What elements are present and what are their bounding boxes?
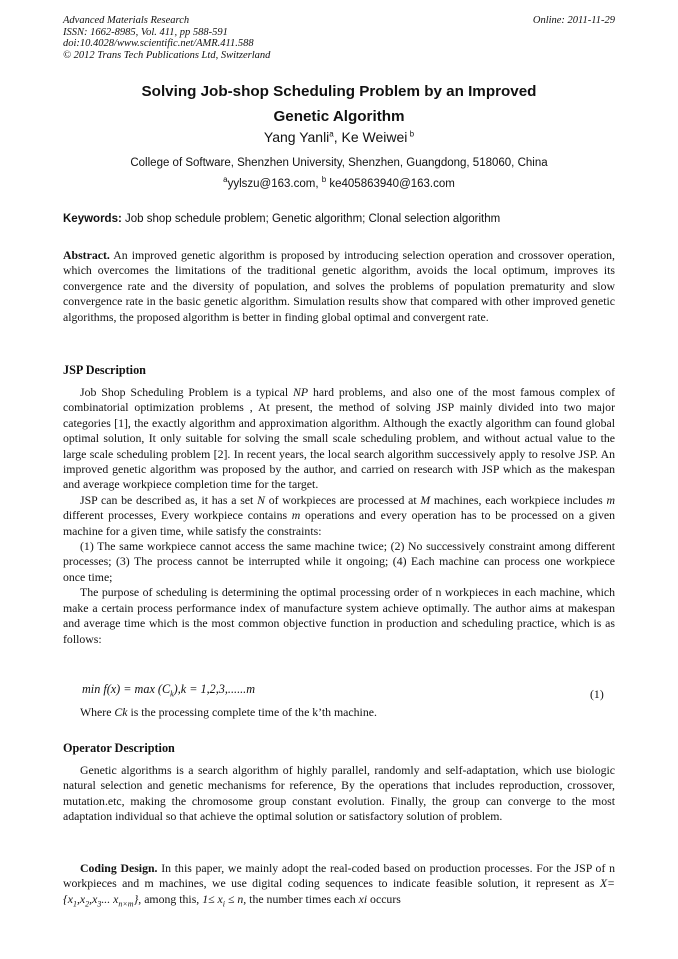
email-a[interactable]: yylszu@163.com, (227, 178, 322, 190)
journal-copyright: © 2012 Trans Tech Publications Ltd, Switzerland (63, 49, 271, 61)
section-heading-jsp: JSP Description (63, 363, 146, 377)
coding-x2: ,x (76, 891, 86, 906)
coding-x5: } (133, 891, 139, 906)
operator-section-body (63, 763, 615, 825)
author-separator: , (333, 129, 342, 145)
formula-where-line (80, 705, 377, 720)
jsp-p2-m2: m (606, 492, 616, 507)
where-text-b: is the processing complete time of the k’th machine. (127, 705, 377, 719)
email-b[interactable]: ke405863940@163.com (326, 178, 455, 190)
jsp-p1-text-b: hard problems, and also one of the most famous complex of combinatorial optimization problems , At present, the method of solving JSP mainly divided into two major categories [1], the exactly algorithm and approximation algorithm. Although the exactly algorithm can found global optimal solution, It only suitable for solving the small scale scheduling problem, and without actual value to the large scale scheduling problem [2]. In recent years, the local search algorithm successively apply to resolve JSP. An improved genetic algorithm was proposed by the author, and carried on research with JSP which as the makespan and average workpiece completion time for the target. (63, 385, 615, 492)
coding-design-paragraph (63, 861, 615, 907)
email-b-sup: b (321, 175, 327, 185)
coding-x4: ... x (101, 891, 119, 906)
coding-sub-3: 3 (97, 899, 102, 909)
formula-text-a: min f(x) = max (C (82, 682, 171, 696)
coding-xi: xi (358, 891, 368, 906)
jsp-p1-np: NP (293, 385, 309, 399)
paper-title (63, 79, 615, 129)
abstract (63, 248, 615, 325)
formula-sub: k (170, 689, 174, 699)
formula-text-b: ),k = 1,2,3,......m (173, 682, 256, 696)
formula-number: (1) (590, 687, 604, 701)
jsp-p1-text-a: Job Shop Scheduling Problem is a typical (80, 385, 294, 399)
coding-ineq-a: 1≤ x (202, 891, 223, 906)
coding-label: Coding Design. (80, 861, 158, 875)
affiliation: College of Software, Shenzhen University, Shenzhen, Guangdong, 518060, China (130, 157, 548, 169)
coding-text-b: , among this, (138, 891, 203, 906)
where-text-a: Where (80, 705, 115, 719)
author-1-sup: a (329, 129, 334, 139)
jsp-paragraph-3: (1) The same workpiece cannot access the same machine twice; (2) No successively constraint among different processes; (3) The process cannot be interrupted while it ongoing; (4) Each machine can process one workpiece once time; (63, 539, 615, 584)
author-emails (63, 176, 615, 192)
coding-text-d: occurs (367, 891, 401, 906)
journal-header (63, 15, 615, 61)
operator-paragraph-1: Genetic algorithms is a search algorithm of highly parallel, randomly and self-adaptation, which use biologic natural selection and genetic mechanisms for reference, By the operations that includes reproduction, crossover, mutation.etc, making the chromosome group constant evolution. Finally, the group can converge to the most adaptation individual so that achieve the optimal solution or satisfactory solution of problem. (63, 763, 615, 824)
coding-text-a: In this paper, we mainly adopt the real-coded based on production processes. For the JSP of n workpieces and m machines, we use digital coding sequences to indicate feasible solution, it represent as (63, 861, 615, 891)
author-1: Yang Yanli (263, 129, 330, 145)
jsp-p2-n: N (257, 492, 265, 507)
section-heading-operator: Operator Description (63, 741, 175, 755)
coding-sub-1: 1 (72, 899, 77, 909)
abstract-text: An improved genetic algorithm is proposed by introducing selection operation and crossover operation, which overcomes the limitations of the traditional genetic algorithm, avoids the local optimum, improves its convergence rate and the diversity of population, and solves the problems of population prematurity and slow convergence rate in the basic genetic algorithm. Simulation results show that compared with other improved genetic algorithms, the proposed algorithm is better in finding global optimal and convergent rate. (63, 248, 615, 324)
jsp-section-body (63, 385, 615, 647)
title-line-2: Genetic Algorithm (273, 108, 405, 125)
keywords-label: Keywords: (63, 213, 122, 225)
jsp-paragraph-1 (63, 385, 615, 493)
jsp-p2-m: M (420, 492, 431, 507)
abstract-label: Abstract. (63, 248, 110, 262)
jsp-p2-text-a: JSP can be described as, it has a set (80, 492, 258, 507)
journal-name: Advanced Materials Research (63, 15, 190, 26)
coding-inequality (202, 891, 247, 909)
coding-ineq-sub: i (222, 899, 225, 909)
journal-doi: doi:10.4028/www.scientific.net/AMR.411.588 (63, 38, 254, 49)
keywords (63, 211, 615, 227)
jsp-paragraph-2 (63, 493, 615, 539)
formula-1 (82, 682, 255, 697)
coding-x3: ,x (89, 891, 98, 906)
jsp-p2-text-c: machines, each workpiece includes (430, 492, 607, 507)
coding-x: X={x (63, 876, 615, 906)
coding-sub-4: n×m (118, 899, 134, 909)
jsp-p2-text-d: different processes, Every workpiece contains (63, 508, 292, 523)
author-2: Ke Weiwei (341, 129, 408, 145)
author-list (63, 128, 615, 146)
jsp-p2-m3: m (291, 508, 301, 523)
coding-ineq-b: ≤ n, (225, 891, 247, 906)
keywords-text: Job shop schedule problem; Genetic algorithm; Clonal selection algorithm (121, 213, 501, 225)
jsp-p2-text-e: operations and every operation has to be processed on a given machine for a given time, while satisfy the constraints: (63, 508, 615, 538)
jsp-p2-text-b: of workpieces are processed at (264, 492, 421, 507)
email-a-sup: a (223, 175, 228, 185)
jsp-paragraph-4: The purpose of scheduling is determining the optimal processing order of n workpieces in each machine, which make a certain process performance index of manufacture system achieve optimally. The author aims at makespan and average time which is the most common objective function in production and scheduling practice, which is as follows: (63, 585, 615, 646)
title-line-1: Solving Job-shop Scheduling Problem by an Improved (141, 83, 537, 100)
journal-issn: ISSN: 1662-8985, Vol. 411, pp 588-591 (63, 26, 228, 38)
coding-text-c: the number times each (246, 891, 359, 906)
coding-sub-2: 2 (85, 899, 90, 909)
where-ck: Ck (114, 705, 128, 719)
online-date: Online: 2011-11-29 (532, 15, 615, 26)
author-2-sup: b (407, 129, 415, 139)
